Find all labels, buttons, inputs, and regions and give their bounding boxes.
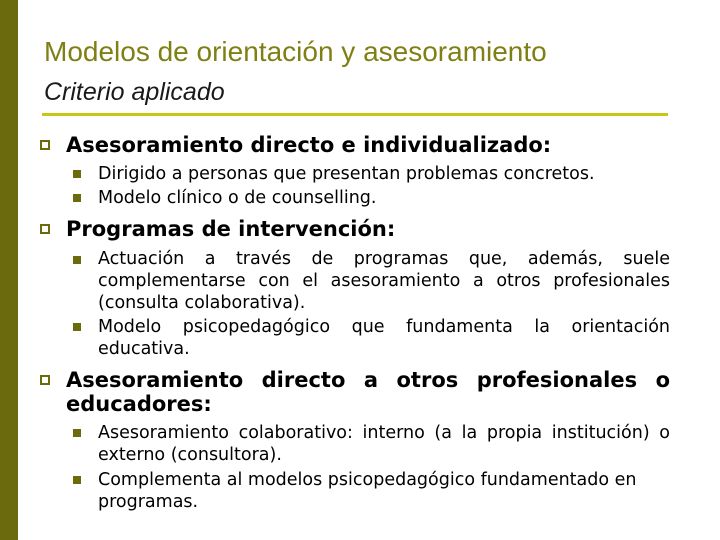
title-divider [42,113,668,116]
section-1-item-1: Dirigido a personas que presentan problemas concretos. [98,164,595,184]
section-3-item-1: Asesoramiento colaborativo: interno (a la propia institución) o externo (consultora). [98,423,670,465]
section-heading-1: Asesoramiento directo e individualizado: [66,133,552,157]
filled-square-bullet-icon [73,429,81,437]
section-1-item-2: Modelo clínico o de counselling. [98,188,377,208]
hollow-square-bullet-icon [40,140,50,150]
accent-side-bar [0,0,18,540]
hollow-square-bullet-icon [40,375,50,385]
section-3-item-2: Complementa al modelos psicopedagógico fundamentado en programas. [98,470,637,512]
filled-square-bullet-icon [73,476,81,484]
slide-subtitle: Criterio aplicado [44,78,225,106]
hollow-square-bullet-icon [40,224,50,234]
section-2-item-1: Actuación a través de programas que, además, suele complementarse con el asesoramiento a otros profesionales (consulta colaborativa). [98,249,670,313]
filled-square-bullet-icon [73,256,81,264]
section-2-item-2: Modelo psicopedagógico que fundamenta la orientación educativa. [98,317,670,359]
filled-square-bullet-icon [73,194,81,202]
section-heading-2: Programas de intervención: [66,217,396,241]
filled-square-bullet-icon [73,170,81,178]
filled-square-bullet-icon [73,323,81,331]
section-heading-3: Asesoramiento directo a otros profesionales o educadores: [66,368,670,416]
slide-title: Modelos de orientación y asesoramiento [44,36,547,67]
